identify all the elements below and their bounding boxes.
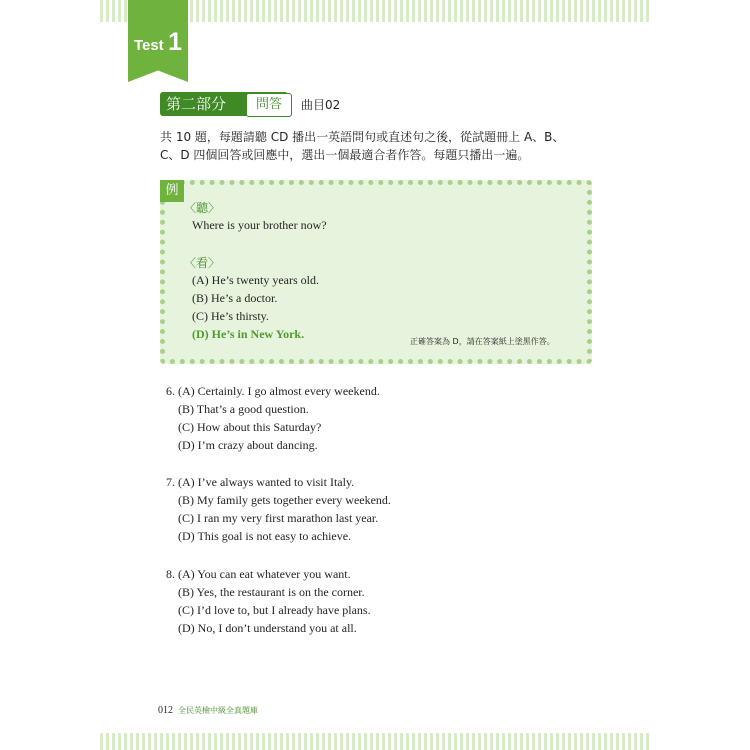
question-6-option-c: (C) How about this Saturday? <box>178 420 322 434</box>
book-title: 全民英檢中級全真題庫 <box>178 706 258 715</box>
question-8-option-a: (A) You can eat whatever you want. <box>178 567 351 581</box>
example-tag: 例 <box>160 180 184 202</box>
question-8-option-b: (B) Yes, the restaurant is on the corner. <box>178 585 365 599</box>
example-option-d-answer: (D) He’s in New York. <box>192 327 305 341</box>
example-answer-note: 正確答案為 D，請在答案紙上塗黑作答。 <box>410 337 555 346</box>
example-listen-label: 〈聽〉 <box>184 201 221 215</box>
example-option-c: (C) He’s thirsty. <box>192 309 269 323</box>
page-number: 012 <box>158 705 173 716</box>
section-title: 第二部分 <box>166 95 227 113</box>
test-badge-label <box>128 28 188 57</box>
instruction-line-1: 共 10 題，每題請聽 CD 播出一英語問句或直述句之後，從試題冊上 A、B、 <box>160 130 565 144</box>
example-question: Where is your brother now? <box>192 218 327 232</box>
question-8-number: 8. <box>166 567 175 581</box>
question-8-option-d: (D) No, I don’t understand you at all. <box>178 621 357 635</box>
example-look-label: 〈看〉 <box>184 256 221 270</box>
question-7-option-b: (B) My family gets together every weekend. <box>178 493 391 507</box>
test-badge-number: 1 <box>168 28 183 56</box>
question-6-number: 6. <box>166 384 175 398</box>
question-7-option-c: (C) I ran my very first marathon last year. <box>178 511 379 525</box>
question-8-option-c: (C) I’d love to, but I already have plans. <box>178 603 371 617</box>
instruction-line-2: C、D 四個回答或回應中，選出一個最適合者作答。每題只播出一遍。 <box>160 148 530 162</box>
question-6-option-d: (D) I’m crazy about dancing. <box>178 438 318 452</box>
question-6-option-a: (A) Certainly. I go almost every weekend. <box>178 384 380 398</box>
question-7-number: 7. <box>166 475 175 489</box>
example-option-a: (A) He’s twenty years old. <box>192 273 319 287</box>
test-badge-word: Test <box>133 37 164 54</box>
example-option-b: (B) He’s a doctor. <box>192 291 278 305</box>
bottom-stripe-border <box>100 733 650 750</box>
question-7-option-d: (D) This goal is not easy to achieve. <box>178 529 352 543</box>
section-tab: 問答 <box>246 93 292 117</box>
question-7-option-a: (A) I’ve always wanted to visit Italy. <box>178 475 355 489</box>
question-6-option-b: (B) That’s a good question. <box>178 402 309 416</box>
track-label: 曲目02 <box>301 98 341 112</box>
